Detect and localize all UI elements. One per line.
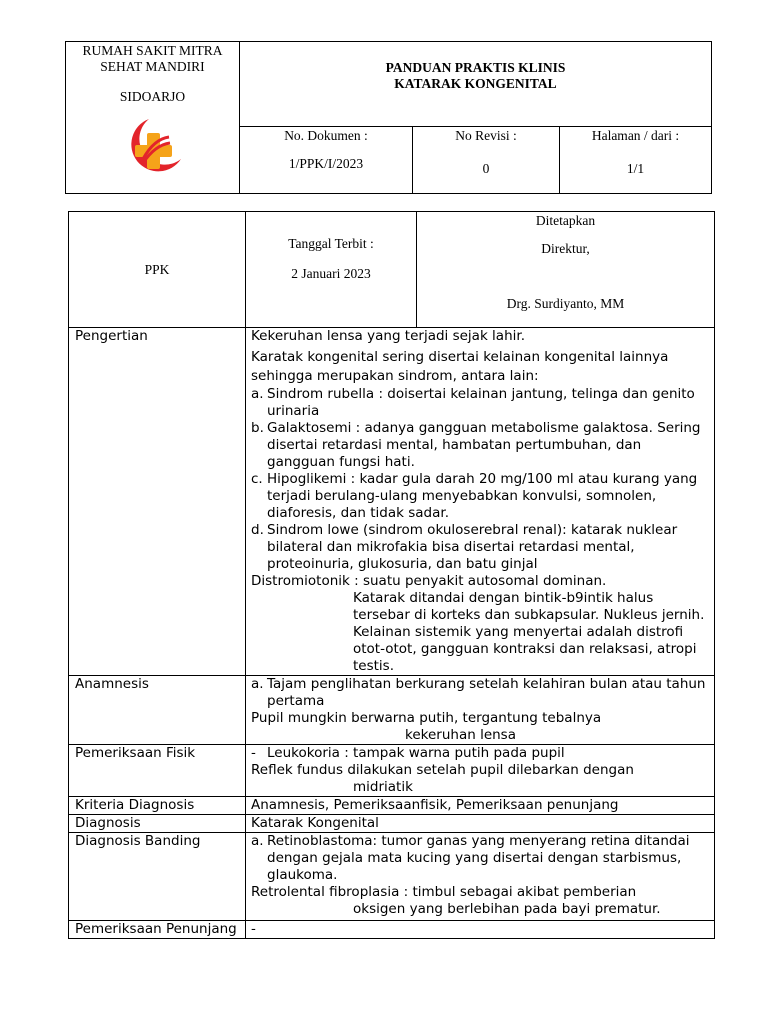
diagnosis-banding-line-2: Retrolental fibroplasia : timbul sebagai akibat pemberian [251, 884, 637, 900]
title-line-1: PANDUAN PRAKTIS KLINIS [385, 60, 566, 75]
doc-number-label: No. Dokumen : [284, 128, 368, 143]
diagnosis-banding-label: Diagnosis Banding [69, 833, 246, 921]
diagnosis-label: Diagnosis [69, 815, 246, 833]
issue-date-label: Tanggal Terbit : [288, 236, 374, 251]
list-item: a. Tajam penglihatan berkurang setelah kelahiran bulan atau tahun pertama [251, 676, 706, 709]
director-title: Direktur, [541, 241, 590, 256]
pemeriksaan-fisik-content [246, 745, 715, 797]
document-header [65, 41, 712, 194]
diagnosis-content: Katarak Kongenital [246, 815, 715, 833]
pemeriksaan-penunjang-label: Pemeriksaan Penunjang [69, 921, 246, 939]
pengertian-label: Pengertian [69, 328, 246, 676]
page-label: Halaman / dari : [591, 128, 680, 143]
diagnosis-banding-content [246, 833, 715, 921]
pemeriksaan-penunjang-content: - [246, 921, 715, 939]
distromiotonik-head: Distromiotonik : suatu penyakit autosomal dominan. [251, 573, 607, 589]
anamnesis-content [246, 676, 715, 745]
page-value: 1/1 [626, 161, 645, 176]
revision-value: 0 [482, 161, 490, 176]
kriteria-diagnosis-label: Kriteria Diagnosis [69, 797, 246, 815]
pengertian-content [246, 328, 715, 676]
list-item: a. Sindrom rubella : doisertai kelainan jantung, telinga dan genito urinaria [251, 386, 695, 419]
anamnesis-label: Anamnesis [69, 676, 246, 745]
diagnosis-banding-line-3: oksigen yang berlebihan pada bayi prematur. [353, 901, 661, 917]
pemeriksaan-fisik-line-3: midriatik [353, 779, 413, 795]
page-cell [560, 127, 712, 194]
issue-date-value: 2 Januari 2023 [291, 266, 371, 281]
pemeriksaan-fisik-label: Pemeriksaan Fisik [69, 745, 246, 797]
doc-number-cell [240, 127, 413, 194]
hospital-cell [66, 42, 240, 194]
hospital-city: SIDOARJO [119, 89, 186, 104]
issue-date-cell [246, 212, 417, 328]
ppk-label: PPK [144, 261, 170, 277]
anamnesis-line-2: Pupil mungkin berwarna putih, tergantung tebalnya [251, 710, 602, 726]
hospital-logo-icon [119, 115, 187, 175]
pengertian-intro-1: Kekeruhan lensa yang terjadi sejak lahir. [251, 328, 525, 344]
document-title [240, 42, 712, 127]
list-item: d. Sindrom lowe (sindrom okuloserebral renal): katarak nuklear bilateral dan mikrofakia bisa disertai retardasi mental, proteoinuria, glukosuria, dan batu ginjal [251, 522, 678, 572]
approval-label: Ditetapkan [535, 213, 596, 228]
distromiotonik-body: Katarak ditandai dengan bintik-b9intik halus tersebar di korteks dan subkapsular. Nukleus jernih. Kelainan sistemik yang menyertai adalah distrofi otot-otot, gangguan kontraksi dan relaksasi, atropi testis. [353, 590, 705, 674]
pengertian-intro-2: Karatak kongenital sering disertai kelainan kongenital lainnya sehingga merupakan sindrom, antara lain: [251, 349, 669, 384]
hospital-name: RUMAH SAKIT MITRA SEHAT MANDIRI [82, 43, 223, 74]
revision-cell [413, 127, 560, 194]
anamnesis-line-3: kekeruhan lensa [405, 727, 516, 743]
pemeriksaan-fisik-line-2: Reflek fundus dilakukan setelah pupil dilebarkan dengan [251, 762, 634, 778]
approval-cell [417, 212, 715, 328]
title-line-2: KATARAK KONGENITAL [394, 76, 557, 91]
revision-label: No Revisi : [455, 128, 517, 143]
director-name: Drg. Surdiyanto, MM [506, 296, 625, 311]
kriteria-diagnosis-content: Anamnesis, Pemeriksaanfisik, Pemeriksaan penunjang [246, 797, 715, 815]
clinical-guide-table [68, 211, 715, 939]
list-item: b. Galaktosemi : adanya gangguan metabolisme galaktosa. Sering disertai retardasi mental, hambatan pertumbuhan, dan gangguan fungsi hati. [251, 420, 701, 470]
ppk-cell [69, 212, 246, 328]
doc-number-value: 1/PPK/I/2023 [288, 156, 364, 171]
list-item: - Leukokoria : tampak warna putih pada pupil [251, 745, 565, 761]
list-item: a. Retinoblastoma: tumor ganas yang menyerang retina ditandai dengan gejala mata kucing yang disertai dengan starbismus, glaukoma. [251, 833, 690, 883]
list-item: c. Hipoglikemi : kadar gula darah 20 mg/100 ml atau kurang yang terjadi berulang-ulang menyebabkan konvulsi, somnolen, diaforesis, dan tidak sadar. [251, 471, 698, 521]
